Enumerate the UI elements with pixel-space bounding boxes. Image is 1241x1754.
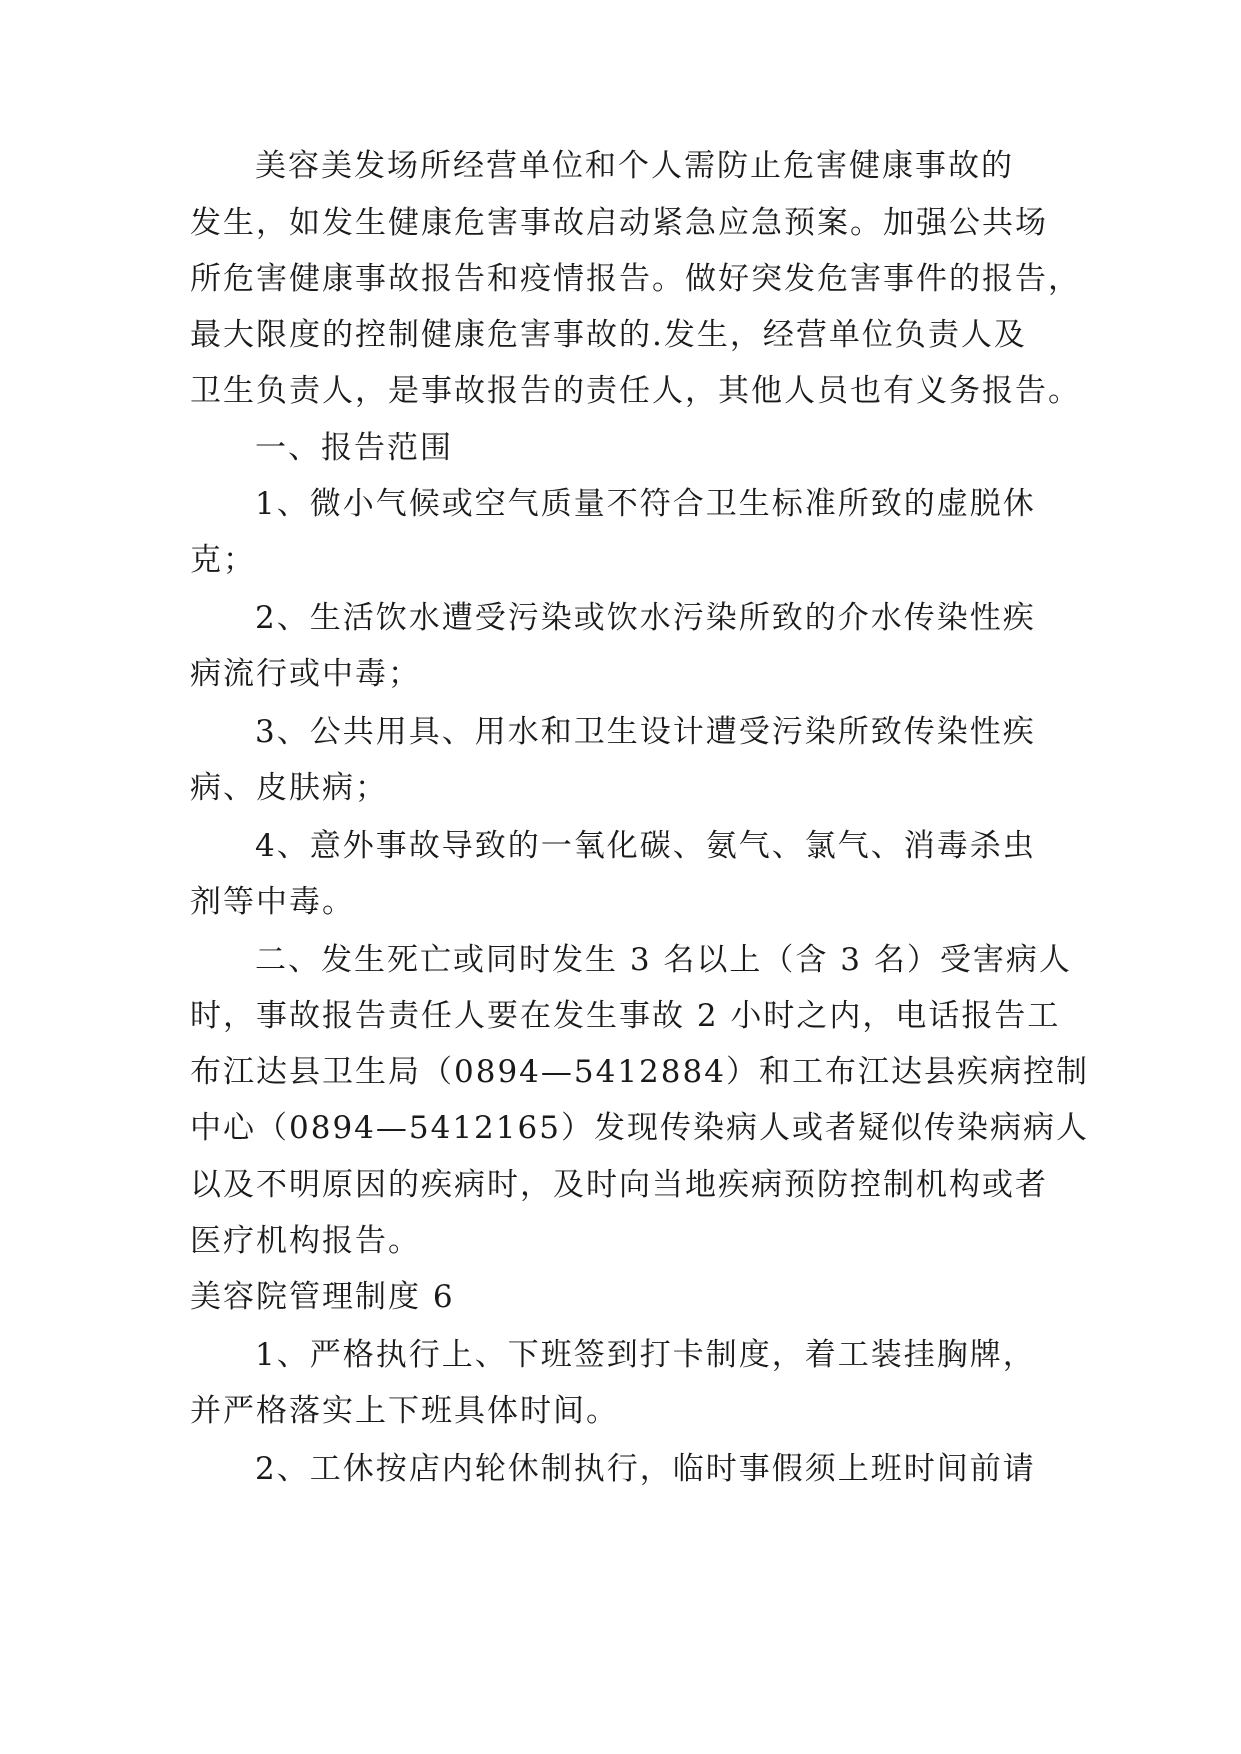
paragraph-line: 中心（0894—5412165）发现传染病人或者疑似传染病病人: [190, 1110, 1089, 1146]
list-item: 1、微小气候或空气质量不符合卫生标准所致的虚脱休: [255, 486, 1036, 522]
paragraph-line: 发生，如发生健康危害事故启动紧急应急预案。加强公共场: [190, 205, 1048, 241]
list-item-continuation: 病流行或中毒；: [190, 656, 421, 692]
list-item-continuation: 并严格落实上下班具体时间。: [190, 1393, 619, 1429]
paragraph-line: 美容美发场所经营单位和个人需防止危害健康事故的: [255, 148, 1014, 184]
list-item-continuation: 克；: [190, 542, 256, 578]
paragraph-line: 以及不明原因的疾病时，及时向当地疾病预防控制机构或者: [190, 1167, 1048, 1203]
section-heading: 二、发生死亡或同时发生 3 名以上（含 3 名）受害病人: [255, 942, 1072, 978]
paragraph-line: 最大限度的控制健康危害事故的.发生，经营单位负责人及: [190, 317, 1027, 353]
paragraph-line: 所危害健康事故报告和疫情报告。做好突发危害事件的报告，: [190, 261, 1081, 297]
list-item: 4、意外事故导致的一氧化碳、氨气、氯气、消毒杀虫: [255, 828, 1036, 864]
list-item: 2、工休按店内轮休制执行，临时事假须上班时间前请: [255, 1451, 1036, 1487]
paragraph-line: 时，事故报告责任人要在发生事故 2 小时之内，电话报告工: [190, 998, 1061, 1034]
list-item: 2、生活饮水遭受污染或饮水污染所致的介水传染性疾: [255, 600, 1036, 636]
list-item: 1、严格执行上、下班签到打卡制度，着工装挂胸牌，: [255, 1337, 1036, 1373]
list-item-continuation: 剂等中毒。: [190, 884, 355, 920]
list-item-continuation: 病、皮肤病；: [190, 770, 388, 806]
list-item: 3、公共用具、用水和卫生设计遭受污染所致传染性疾: [255, 714, 1036, 750]
paragraph-line: 医疗机构报告。: [190, 1223, 421, 1259]
section-title: 美容院管理制度 6: [190, 1279, 455, 1315]
section-heading: 一、报告范围: [255, 430, 453, 466]
paragraph-line: 卫生负责人，是事故报告的责任人，其他人员也有义务报告。: [190, 373, 1081, 409]
paragraph-line: 布江达县卫生局（0894—5412884）和工布江达县疾病控制: [190, 1054, 1089, 1090]
